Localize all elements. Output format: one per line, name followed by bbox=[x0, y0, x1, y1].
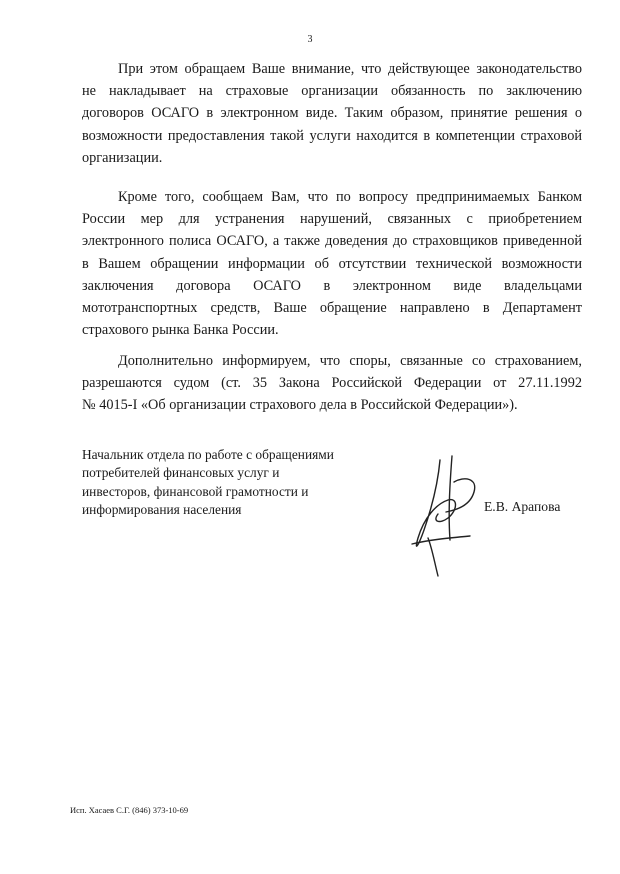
paragraph-line: не накладывает на страховые организации обязанность по заключению bbox=[82, 83, 582, 100]
paragraph-line: договоров ОСАГО в электронном виде. Таким образом, принятие решения о bbox=[82, 105, 582, 122]
signer-name: Е.В. Арапова bbox=[484, 499, 561, 514]
paragraph-line: страхового рынка Банка России. bbox=[82, 322, 279, 339]
handwritten-signature bbox=[408, 452, 488, 592]
paragraph-line: возможности предоставления такой услуги находится в компетенции страховой bbox=[82, 127, 582, 144]
paragraph-line: мототранспортных средств, Ваше обращение направлено в Департамент bbox=[82, 300, 582, 317]
body-paragraph-2 bbox=[82, 186, 582, 341]
paragraph-line: заключения договора ОСАГО в электронном виде владельцами bbox=[82, 277, 582, 294]
paragraph-line: Кроме того, сообщаем Вам, что по вопросу предпринимаемых Банком bbox=[118, 189, 582, 205]
signer-position bbox=[82, 446, 334, 520]
paragraph-line: электронного полиса ОСАГО, а также доведения до страховщиков приведенной bbox=[82, 233, 582, 250]
paragraph-line: России мер для устранения нарушений, связанных с приобретением bbox=[82, 211, 582, 228]
signer-position-line: Начальник отдела по работе с обращениями bbox=[82, 447, 334, 462]
paragraph-line: При этом обращаем Ваше внимание, что действующее законодательство bbox=[118, 61, 582, 77]
paragraph-line: организации. bbox=[82, 149, 163, 166]
signer-position-line: инвесторов, финансовой грамотности и bbox=[82, 483, 309, 499]
paragraph-line: в Вашем обращении информации об отсутствии технической возможности bbox=[82, 255, 582, 272]
paragraph-line: разрешаются судом (ст. 35 Закона Российской Федерации от 27.11.1992 bbox=[82, 375, 582, 392]
paragraph-line: Дополнительно информируем, что споры, связанные со страхованием, bbox=[118, 353, 582, 369]
body-paragraph-1 bbox=[82, 58, 582, 169]
signer-position-line: информирования населения bbox=[82, 502, 242, 518]
signer-position-line: потребителей финансовых услуг и bbox=[82, 465, 280, 481]
page-number: 3 bbox=[307, 34, 313, 45]
executor-contact: Исп. Хасаев С.Г. (846) 373-10-69 bbox=[70, 805, 189, 815]
body-paragraph-3 bbox=[82, 350, 582, 417]
paragraph-line: № 4015-I «Об организации страхового дела в Российской Федерации»). bbox=[82, 397, 518, 414]
